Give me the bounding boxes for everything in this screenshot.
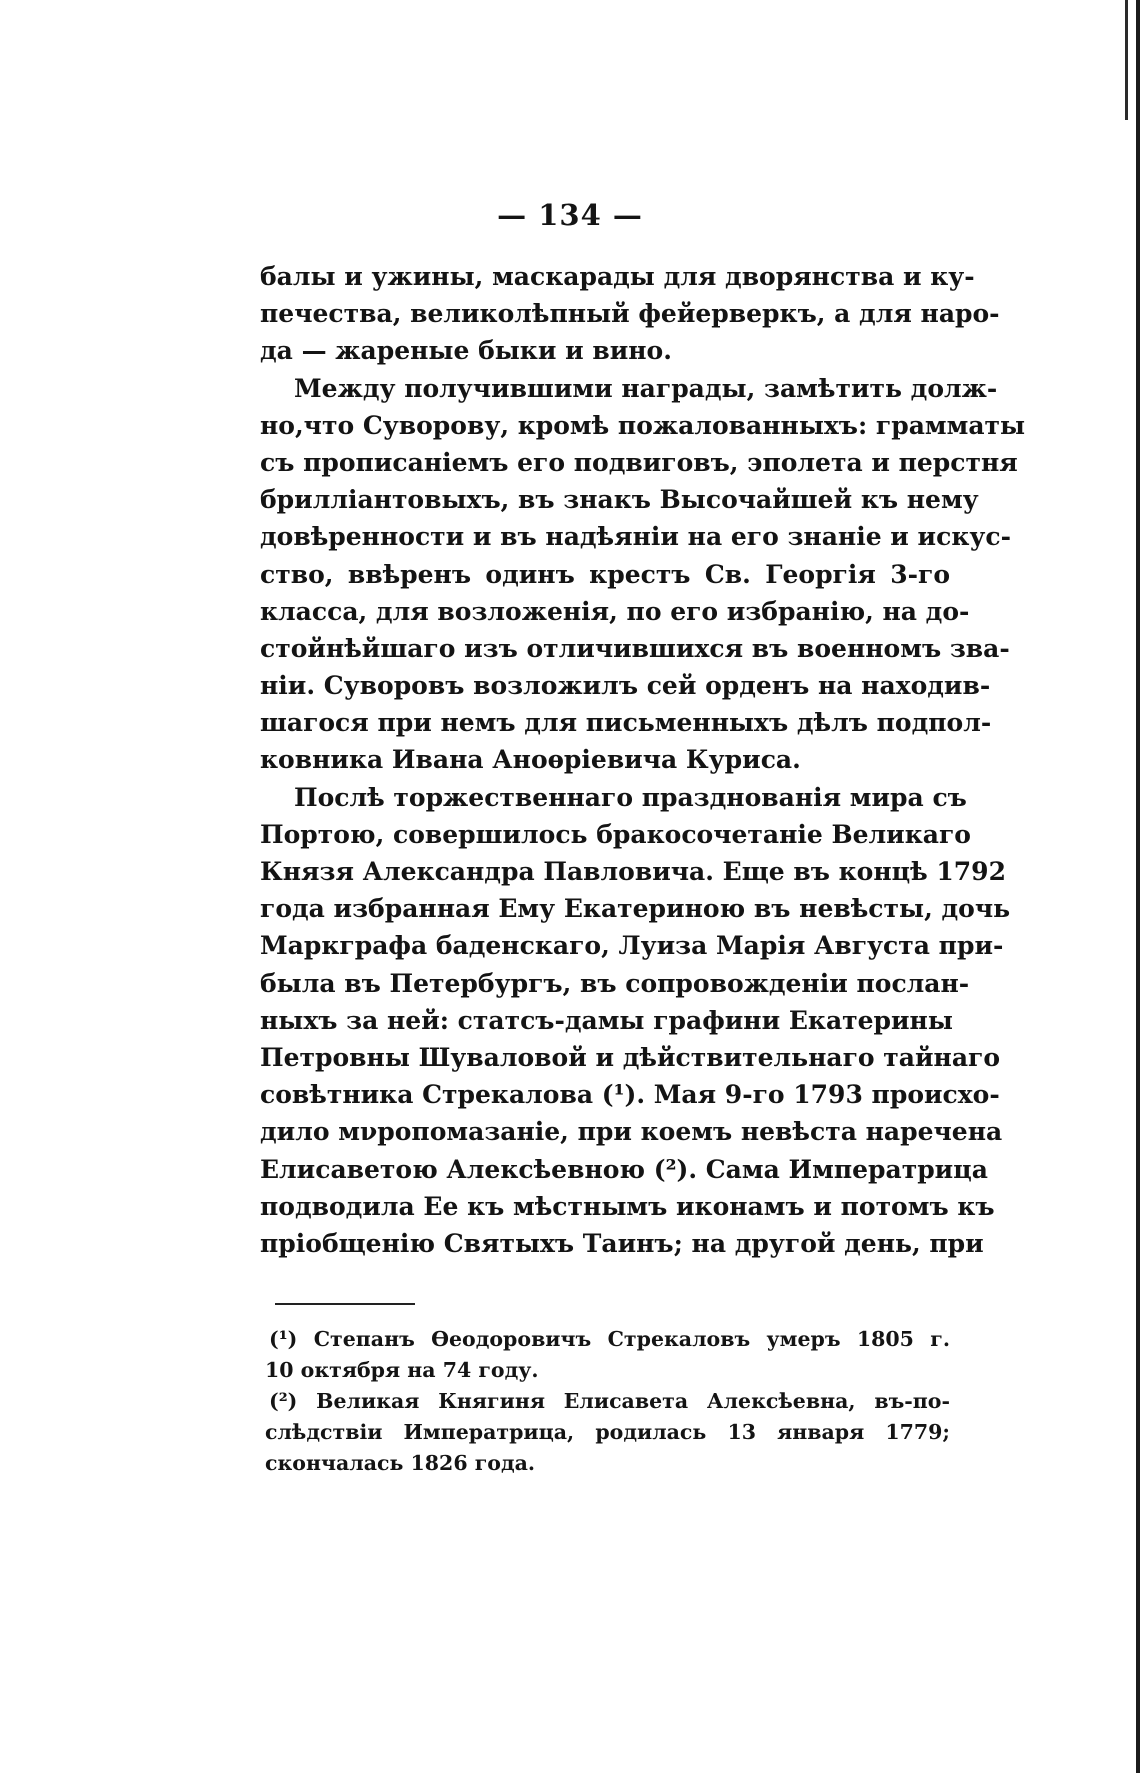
text-line: довѣренности и въ надѣяніи на его знаніе и искус- — [260, 522, 1011, 552]
text-line: Елисаветою Алексѣевною (²). Сама Императрица — [260, 1154, 988, 1184]
paragraph-start: Между получившими награды, замѣтить долж- — [294, 373, 998, 403]
text-line: печества, великолѣпный фейерверкъ, а для наро- — [260, 299, 1000, 329]
footnote-line: скончалась 1826 года. — [265, 1451, 536, 1475]
footnote-line: слѣдствіи Императрица, родилась 13 января 1779; — [265, 1420, 950, 1444]
text-line: совѣтника Стрекалова (¹). Мая 9-го 1793 происхо- — [260, 1080, 1000, 1110]
text-line: года избранная Ему Екатериною въ невѣсты, дочь — [260, 894, 1011, 924]
page-number: — 134 — — [497, 198, 643, 232]
text-line: ковника Ивана Аноѳріевича Куриса. — [260, 745, 801, 775]
footnote-2: (²) Великая Княгиня Елисавета Алексѣевна, въ-по- — [269, 1389, 950, 1413]
text-line: пріобщенію Святыхъ Таинъ; на другой день, при — [260, 1228, 984, 1258]
text-line: дило мνропомазаніе, при коемъ невѣста наречена — [260, 1117, 1003, 1147]
footnote-divider — [275, 1303, 415, 1305]
footnote-line: 10 октября на 74 году. — [265, 1358, 539, 1382]
text-line: ныхъ за ней: статсъ-дамы графини Екатерины — [260, 1005, 953, 1035]
text-line: шагося при немъ для письменныхъ дѣлъ подпол- — [260, 708, 992, 738]
text-line: съ прописаніемъ его подвиговъ, эполета и перстня — [260, 447, 1018, 477]
text-line: Князя Александра Павловича. Еще въ концѣ 1792 — [260, 857, 1006, 886]
text-line: ніи. Суворовъ возложилъ сей орденъ на находив- — [260, 671, 991, 701]
page-edge — [1136, 0, 1140, 1773]
page-edge-mark — [1125, 0, 1128, 120]
footnote-1: (¹) Степанъ Ѳеодоровичъ Стрекаловъ умеръ 1805 г. — [269, 1327, 950, 1351]
text-line: была въ Петербургъ, въ сопровожденіи послан- — [260, 968, 970, 998]
text-line: класса, для возложенія, по его избранію, на до- — [260, 596, 970, 626]
text-line: но,что Суворову, кромѣ пожалованныхъ: граммaты — [260, 410, 1026, 440]
text-line: ство, ввѣренъ одинъ крестъ Св. Георгія 3-го — [260, 559, 950, 589]
text-line: Петровны Шуваловой и дѣйствительнаго тайнаго — [260, 1042, 1001, 1072]
text-line: балы и ужины, маскарады для дворянства и ку- — [260, 262, 975, 291]
paragraph-start: Послѣ торжественнаго празднованія мира съ — [294, 782, 967, 812]
main-text — [260, 258, 1026, 1262]
text-line: да — жареные быки и вино. — [260, 336, 672, 366]
text-line: Маркграфа баденскаго, Луиза Марія Августа при- — [260, 931, 1004, 961]
text-line: Портою, совершилось бракосочетаніе Великаго — [260, 819, 971, 849]
text-line: бриллiантовыхъ, въ знакъ Высочайшей къ нему — [260, 485, 979, 515]
footnotes — [265, 1324, 950, 1479]
text-line: подводила Ее къ мѣстнымъ иконамъ и потомъ къ — [260, 1191, 995, 1221]
text-line: стойнѣйшаго изъ отличившихся въ военномъ зва- — [260, 633, 1010, 663]
